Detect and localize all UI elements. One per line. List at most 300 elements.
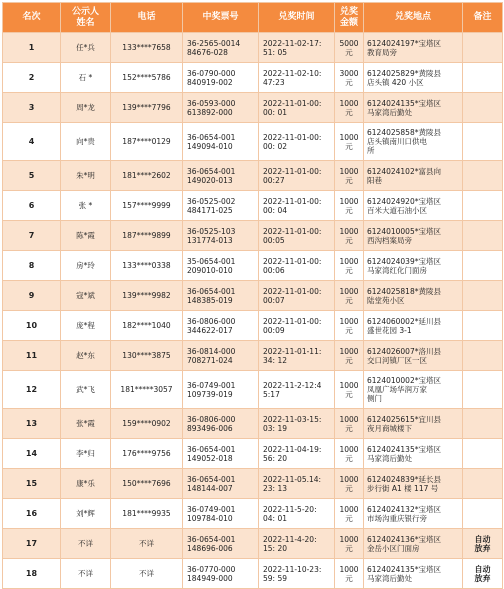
name-cell	[61, 251, 111, 281]
ticket-number-cell-text: 36-0770-000 184949-000	[187, 564, 236, 583]
amount-cell	[335, 341, 364, 371]
name-cell-text: 寇*斌	[76, 291, 95, 300]
note-cell	[463, 439, 503, 469]
claim-time-cell	[259, 371, 335, 409]
claim-time-cell-text: 2022-11-10-23: 59: 59	[263, 564, 322, 583]
amount-cell	[335, 281, 364, 311]
claim-location-cell-text: 6124010005*宝塔区 西沟档案局旁	[367, 226, 441, 245]
ticket-number-cell-text: 36-0525-002 484171-025	[187, 196, 236, 215]
ticket-number-cell-text: 36-0749-001 109739-019	[187, 380, 236, 399]
amount-cell-text: 1000 元	[339, 286, 359, 305]
phone-cell	[111, 33, 183, 63]
phone-cell-text: 152****5786	[122, 73, 171, 82]
amount-cell	[335, 559, 364, 589]
claim-location-cell-text: 6124010002*宝塔区 凤凰广场华润万家 侧门	[367, 376, 441, 403]
claim-time-cell	[259, 281, 335, 311]
phone-cell-text: 181****9935	[122, 509, 171, 518]
phone-cell	[111, 469, 183, 499]
claim-time-cell-text: 2022-11-5-20: 04: 01	[263, 504, 317, 523]
ticket-number-cell	[183, 439, 259, 469]
amount-cell	[335, 311, 364, 341]
name-cell-text: 石 *	[78, 73, 93, 82]
note-cell	[463, 33, 503, 63]
phone-cell-text: 187****0129	[122, 137, 171, 146]
ticket-number-cell-text: 35-0654-001 209010-010	[187, 256, 236, 275]
amount-cell	[335, 93, 364, 123]
name-cell	[61, 371, 111, 409]
amount-cell-text: 1000 元	[339, 316, 359, 335]
rank-cell	[3, 123, 61, 161]
phone-cell-text: 133****0338	[122, 261, 171, 270]
ticket-number-cell-text: 36-2565-0014 84676-028	[187, 38, 241, 57]
amount-cell	[335, 33, 364, 63]
name-cell-text: 朱*明	[76, 171, 95, 180]
claim-location-cell-text: 6124025615*宜川县 夜月商城楼下	[367, 414, 441, 433]
ticket-number-cell-text: 36-0790-000 840919-002	[187, 68, 236, 87]
rank-cell	[3, 409, 61, 439]
note-cell	[463, 281, 503, 311]
claim-time-cell	[259, 341, 335, 371]
claim-location-cell	[364, 341, 463, 371]
claim-location-cell	[364, 409, 463, 439]
table-row	[3, 311, 503, 341]
claim-location-cell-text: 6124024135*宝塔区 马家湾后勤处	[367, 98, 441, 117]
claim-location-cell	[364, 191, 463, 221]
amount-cell-text: 1000 元	[339, 196, 359, 215]
rank-cell-text: 15	[25, 479, 38, 488]
name-cell-text: 房*玲	[76, 261, 95, 270]
rank-cell-text: 12	[25, 385, 38, 394]
rank-cell	[3, 93, 61, 123]
note-cell	[463, 499, 503, 529]
amount-cell-text: 1000 元	[339, 444, 359, 463]
table-row	[3, 341, 503, 371]
ticket-number-cell-text: 36-0654-001 149020-013	[187, 166, 236, 185]
name-cell	[61, 191, 111, 221]
phone-cell-text: 139****7796	[122, 103, 171, 112]
ticket-number-cell-text: 36-0654-001 148696-006	[187, 534, 236, 553]
rank-cell	[3, 529, 61, 559]
rank-cell	[3, 33, 61, 63]
ticket-number-cell	[183, 123, 259, 161]
rank-cell	[3, 191, 61, 221]
ticket-number-cell	[183, 469, 259, 499]
name-cell-text: 张 *	[78, 201, 93, 210]
phone-cell	[111, 311, 183, 341]
rank-cell-text: 6	[28, 201, 35, 210]
claim-location-cell	[364, 499, 463, 529]
rank-cell-text: 14	[25, 449, 38, 458]
amount-cell	[335, 499, 364, 529]
name-cell	[61, 499, 111, 529]
ticket-number-cell	[183, 221, 259, 251]
note-cell	[463, 311, 503, 341]
phone-cell-text: 187****9899	[122, 231, 171, 240]
rank-cell	[3, 161, 61, 191]
claim-time-cell-text: 2022-11-02-10: 47:23	[263, 68, 322, 87]
claim-time-cell	[259, 251, 335, 281]
prize-claim-table	[2, 2, 503, 589]
name-cell	[61, 93, 111, 123]
claim-time-cell-text: 2022-11-01-00: 00:27	[263, 166, 322, 185]
name-cell	[61, 33, 111, 63]
claim-location-cell	[364, 469, 463, 499]
phone-cell	[111, 221, 183, 251]
name-cell-text: 张*霞	[76, 419, 95, 428]
claim-time-cell-text: 2022-11-01-00: 00:05	[263, 226, 322, 245]
claim-time-cell-text: 2022-11-01-11: 34: 12	[263, 346, 322, 365]
claim-location-cell-text: 6124024135*宝塔区 马家湾后勤处	[367, 564, 441, 583]
rank-cell-text: 2	[28, 73, 35, 82]
ticket-number-cell	[183, 63, 259, 93]
name-cell	[61, 221, 111, 251]
claim-location-cell-text: 6124024197*宝塔区 教育局旁	[367, 38, 441, 57]
table-row	[3, 161, 503, 191]
name-cell	[61, 161, 111, 191]
ticket-number-cell	[183, 311, 259, 341]
header-rank: 名次	[3, 3, 61, 33]
ticket-number-cell-text: 36-0654-001 148385-019	[187, 286, 236, 305]
phone-cell	[111, 499, 183, 529]
rank-cell	[3, 221, 61, 251]
rank-cell-text: 3	[28, 103, 35, 112]
rank-cell-text: 11	[25, 351, 38, 360]
table-header-row	[3, 3, 503, 33]
note-cell	[463, 469, 503, 499]
table-row	[3, 559, 503, 589]
claim-time-cell	[259, 191, 335, 221]
amount-cell-text: 5000 元	[339, 38, 359, 57]
name-cell-text: 不详	[78, 569, 93, 578]
name-cell	[61, 63, 111, 93]
header-ticket: 中奖票号	[183, 3, 259, 33]
ticket-number-cell-text: 36-0749-001 109784-010	[187, 504, 236, 523]
ticket-number-cell-text: 36-0654-001 149052-018	[187, 444, 236, 463]
rank-cell	[3, 63, 61, 93]
note-cell	[463, 93, 503, 123]
claim-time-cell	[259, 123, 335, 161]
amount-cell	[335, 191, 364, 221]
phone-cell	[111, 63, 183, 93]
note-cell-text: 自动 放弃	[474, 534, 491, 553]
claim-location-cell-text: 6124026007*洛川县 交口河镇厂区一区	[367, 346, 441, 365]
phone-cell-text: 181*****3057	[120, 385, 173, 394]
amount-cell	[335, 161, 364, 191]
claim-time-cell-text: 2022-11-01-00: 00:07	[263, 286, 322, 305]
ticket-number-cell	[183, 409, 259, 439]
amount-cell-text: 1000 元	[339, 380, 359, 399]
table-body	[3, 33, 503, 589]
amount-cell-text: 1000 元	[339, 166, 359, 185]
name-cell-text: 周*龙	[76, 103, 95, 112]
header-time: 兑奖时间	[259, 3, 335, 33]
ticket-number-cell	[183, 191, 259, 221]
table-row	[3, 529, 503, 559]
claim-time-cell-text: 2022-11-01-00: 00:06	[263, 256, 322, 275]
claim-location-cell	[364, 93, 463, 123]
table-row	[3, 63, 503, 93]
note-cell	[463, 341, 503, 371]
claim-location-cell-text: 6124024136*宝塔区 金岳小区门面房	[367, 534, 441, 553]
name-cell	[61, 341, 111, 371]
name-cell-text: 任*兵	[76, 43, 95, 52]
rank-cell	[3, 371, 61, 409]
ticket-number-cell-text: 36-0593-000 613892-000	[187, 98, 236, 117]
name-cell-text: 赵*东	[76, 351, 95, 360]
claim-location-cell-text: 6124024102*富县向 阳巷	[367, 166, 441, 185]
rank-cell-text: 4	[28, 137, 35, 146]
ticket-number-cell-text: 36-0654-001 149094-010	[187, 132, 236, 151]
phone-cell-text: 130****3875	[122, 351, 171, 360]
claim-location-cell-text: 6124025858*黄陵县 店头镇南川口供电 所	[367, 128, 441, 155]
note-cell	[463, 123, 503, 161]
phone-cell-text: 176****9756	[122, 449, 171, 458]
phone-cell-text: 不详	[139, 539, 154, 548]
rank-cell	[3, 311, 61, 341]
phone-cell	[111, 371, 183, 409]
claim-time-cell	[259, 529, 335, 559]
ticket-number-cell	[183, 281, 259, 311]
claim-location-cell	[364, 251, 463, 281]
phone-cell-text: 150****7696	[122, 479, 171, 488]
rank-cell	[3, 251, 61, 281]
rank-cell-text: 16	[25, 509, 38, 518]
rank-cell-text: 1	[28, 43, 35, 52]
claim-time-cell	[259, 499, 335, 529]
amount-cell-text: 1000 元	[339, 474, 359, 493]
claim-time-cell-text: 2022-11-04-19: 56: 20	[263, 444, 322, 463]
phone-cell	[111, 123, 183, 161]
rank-cell-text: 17	[25, 539, 38, 548]
note-cell	[463, 191, 503, 221]
table-row	[3, 93, 503, 123]
amount-cell-text: 1000 元	[339, 414, 359, 433]
claim-location-cell	[364, 439, 463, 469]
claim-location-cell-text: 6124024920*宝塔区 百米大道石油小区	[367, 196, 441, 215]
claim-location-cell-text: 6124025818*黄陵县 陆堂苑小区	[367, 286, 441, 305]
amount-cell-text: 1000 元	[339, 256, 359, 275]
table-row	[3, 499, 503, 529]
claim-time-cell-text: 2022-11-02-17: 51: 05	[263, 38, 322, 57]
rank-cell	[3, 559, 61, 589]
claim-location-cell-text: 6124025829*黄陵县 店头镇 420 小区	[367, 68, 441, 87]
claim-time-cell-text: 2022-11-05.14: 23: 13	[263, 474, 322, 493]
ticket-number-cell	[183, 93, 259, 123]
amount-cell	[335, 63, 364, 93]
claim-time-cell	[259, 439, 335, 469]
phone-cell-text: 181****2602	[122, 171, 171, 180]
name-cell	[61, 281, 111, 311]
amount-cell-text: 1000 元	[339, 132, 359, 151]
name-cell	[61, 469, 111, 499]
rank-cell-text: 13	[25, 419, 38, 428]
rank-cell-text: 5	[28, 171, 35, 180]
amount-cell-text: 3000 元	[339, 68, 359, 87]
ticket-number-cell	[183, 341, 259, 371]
name-cell-text: 不详	[78, 539, 93, 548]
claim-time-cell	[259, 311, 335, 341]
note-cell	[463, 63, 503, 93]
rank-cell	[3, 499, 61, 529]
note-cell	[463, 409, 503, 439]
claim-location-cell	[364, 311, 463, 341]
claim-location-cell	[364, 281, 463, 311]
table-row	[3, 469, 503, 499]
phone-cell-text: 不详	[139, 569, 154, 578]
table-row	[3, 191, 503, 221]
header-note: 备注	[463, 3, 503, 33]
ticket-number-cell	[183, 33, 259, 63]
rank-cell	[3, 469, 61, 499]
claim-time-cell	[259, 93, 335, 123]
table-row	[3, 33, 503, 63]
ticket-number-cell	[183, 161, 259, 191]
amount-cell-text: 1000 元	[339, 534, 359, 553]
claim-location-cell	[364, 63, 463, 93]
claim-time-cell	[259, 161, 335, 191]
name-cell-text: 向*贵	[76, 137, 95, 146]
note-cell	[463, 529, 503, 559]
claim-time-cell	[259, 559, 335, 589]
rank-cell-text: 18	[25, 569, 38, 578]
name-cell	[61, 123, 111, 161]
phone-cell-text: 133****7658	[122, 43, 171, 52]
phone-cell	[111, 529, 183, 559]
name-cell	[61, 409, 111, 439]
ticket-number-cell-text: 36-0806-000 893496-006	[187, 414, 236, 433]
claim-location-cell-text: 6124060002*延川县 盛世花园 3-1	[367, 316, 441, 335]
rank-cell-text: 8	[28, 261, 35, 270]
ticket-number-cell-text: 36-0525-103 131774-013	[187, 226, 236, 245]
claim-time-cell	[259, 469, 335, 499]
rank-cell-text: 10	[25, 321, 38, 330]
phone-cell-text: 159****0902	[122, 419, 171, 428]
header-phone: 电话	[111, 3, 183, 33]
name-cell-text: 武*飞	[76, 385, 95, 394]
ticket-number-cell	[183, 499, 259, 529]
table-row	[3, 409, 503, 439]
phone-cell	[111, 251, 183, 281]
name-cell	[61, 559, 111, 589]
phone-cell	[111, 559, 183, 589]
name-cell	[61, 439, 111, 469]
name-cell	[61, 529, 111, 559]
claim-time-cell	[259, 33, 335, 63]
name-cell-text: 刘*辉	[76, 509, 95, 518]
phone-cell	[111, 341, 183, 371]
claim-location-cell	[364, 559, 463, 589]
table-row	[3, 281, 503, 311]
phone-cell-text: 139****9982	[122, 291, 171, 300]
claim-location-cell	[364, 371, 463, 409]
claim-location-cell-text: 6124024135*宝塔区 马家湾后勤处	[367, 444, 441, 463]
note-cell	[463, 559, 503, 589]
phone-cell	[111, 191, 183, 221]
table-row	[3, 251, 503, 281]
amount-cell	[335, 251, 364, 281]
ticket-number-cell-text: 36-0814-000 708271-024	[187, 346, 236, 365]
phone-cell	[111, 161, 183, 191]
amount-cell	[335, 123, 364, 161]
amount-cell	[335, 371, 364, 409]
claim-location-cell	[364, 161, 463, 191]
name-cell	[61, 311, 111, 341]
claim-time-cell-text: 2022-11-4-20: 15: 20	[263, 534, 317, 553]
amount-cell-text: 1000 元	[339, 98, 359, 117]
phone-cell	[111, 409, 183, 439]
claim-location-cell-text: 6124024039*宝塔区 马家湾红化门面房	[367, 256, 441, 275]
claim-time-cell-text: 2022-11-01-00: 00:09	[263, 316, 322, 335]
amount-cell	[335, 409, 364, 439]
note-cell	[463, 251, 503, 281]
claim-time-cell	[259, 63, 335, 93]
table-row	[3, 439, 503, 469]
phone-cell	[111, 93, 183, 123]
rank-cell-text: 9	[28, 291, 35, 300]
rank-cell	[3, 281, 61, 311]
ticket-number-cell	[183, 559, 259, 589]
name-cell-text: 康*乐	[76, 479, 95, 488]
rank-cell	[3, 341, 61, 371]
note-cell-text: 自动 放弃	[474, 564, 491, 583]
claim-time-cell-text: 2022-11-03-15: 03: 19	[263, 414, 322, 433]
note-cell	[463, 221, 503, 251]
amount-cell-text: 1000 元	[339, 564, 359, 583]
amount-cell	[335, 439, 364, 469]
phone-cell-text: 157****9999	[122, 201, 171, 210]
name-cell-text: 庞*程	[76, 321, 95, 330]
amount-cell	[335, 469, 364, 499]
claim-time-cell-text: 2022-11-01-00: 00: 04	[263, 196, 322, 215]
ticket-number-cell	[183, 529, 259, 559]
claim-time-cell-text: 2022-11-01-00: 00: 02	[263, 132, 322, 151]
name-cell-text: 李*归	[76, 449, 95, 458]
ticket-number-cell	[183, 251, 259, 281]
claim-location-cell	[364, 529, 463, 559]
name-cell-text: 陈*霞	[76, 231, 95, 240]
table-row	[3, 123, 503, 161]
claim-time-cell	[259, 409, 335, 439]
ticket-number-cell	[183, 371, 259, 409]
claim-location-cell	[364, 123, 463, 161]
amount-cell	[335, 529, 364, 559]
phone-cell	[111, 439, 183, 469]
claim-time-cell-text: 2022-11-01-00: 00: 01	[263, 98, 322, 117]
claim-location-cell	[364, 33, 463, 63]
note-cell	[463, 371, 503, 409]
amount-cell-text: 1000 元	[339, 346, 359, 365]
phone-cell	[111, 281, 183, 311]
table-row	[3, 371, 503, 409]
amount-cell-text: 1000 元	[339, 504, 359, 523]
table-row	[3, 221, 503, 251]
header-amount: 兑奖 金额	[335, 3, 364, 33]
phone-cell-text: 182****1040	[122, 321, 171, 330]
ticket-number-cell-text: 36-0806-000 344622-017	[187, 316, 236, 335]
header-location: 兑奖地点	[364, 3, 463, 33]
amount-cell-text: 1000 元	[339, 226, 359, 245]
rank-cell	[3, 439, 61, 469]
claim-location-cell-text: 6124024839*延长县 步行街 A1 楼 117 号	[367, 474, 441, 493]
claim-location-cell	[364, 221, 463, 251]
note-cell	[463, 161, 503, 191]
rank-cell-text: 7	[28, 231, 35, 240]
claim-time-cell-text: 2022-11-2-12:4 5:17	[263, 380, 322, 399]
claim-time-cell	[259, 221, 335, 251]
claim-location-cell-text: 6124024132*宝塔区 市场沟重庆银行旁	[367, 504, 441, 523]
ticket-number-cell-text: 36-0654-001 148144-007	[187, 474, 236, 493]
header-name: 公示人 姓名	[61, 3, 111, 33]
